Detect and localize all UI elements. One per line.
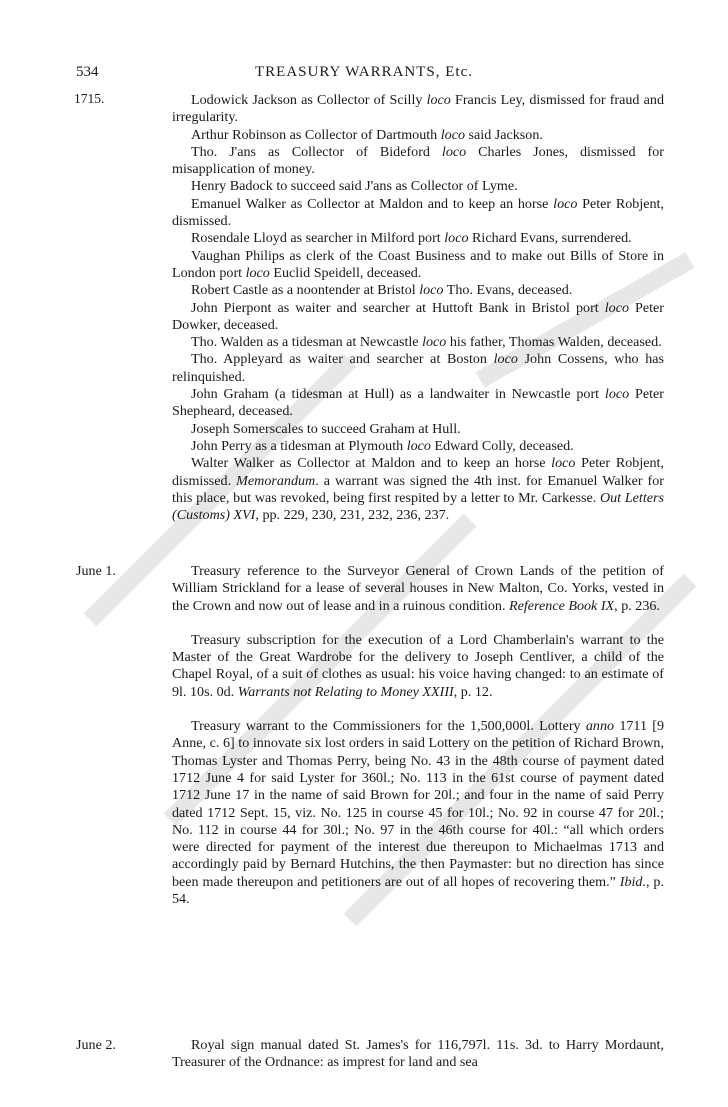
walker-entry: Walter Walker as Collector at Maldon and to keep an horse loco Peter Robjent, dismissed. Memorandum. a warrant was signed the 4th inst. for Emanuel Walker for this place, but was revoked, being first respited by a letter to Mr. Carkesse. Out Letters (Customs) XVI, pp. 229, 230, 231, 232, 236, 237. bbox=[172, 455, 664, 524]
entry: Emanuel Walker as Collector at Maldon and to keep an horse loco Peter Robjent, dismissed. bbox=[172, 195, 664, 230]
entry: Tho. Appleyard as waiter and searcher at Boston loco John Cossens, who has relinquished. bbox=[172, 351, 664, 385]
running-title: TREASURY WARRANTS, Etc. bbox=[254, 64, 473, 80]
entry: Vaughan Philips as clerk of the Coast Business and to make out Bills of Store in London port loco Euclid Speidell, deceased. bbox=[172, 247, 664, 281]
lottery-paragraph: Treasury warrant to the Commissioners for the 1,500,000l. Lottery anno 1711 [9 Anne, c. 6] to innovate six lost orders in said Lottery on the petition of Richard Brown, Thomas Lyster and Thomas Perry, being No. 43 in the 48th course of payment dated 1712 June 4 for said Lyster for 360l.; No. 113 in the 61st course of payment dated 1712 June 17 in the name of said Brown for 20l.; and four in the name of said Perry dated 1712 Sept. 15, viz. No. 125 in course 45 for 10l.; No. 92 in course 47 for 20l.; No. 112 in course 44 for 30l.; No. 97 in the 46th course for 40l.: “all which orders were directed for payment of the interest due thereupon to Michaelmas 1713 and accordingly paid by Bernard Hutchins, the then Paymaster: but no direction has since been made thereupon and petitioners are out of all hopes of recovering them.” Ibid., p. 54. bbox=[172, 718, 665, 908]
entry: Tho. J'ans as Collector of Bideford loco Charles Jones, dismissed for misapplication of money. bbox=[172, 143, 664, 178]
centliver-paragraph: Treasury subscription for the execution of a Lord Chamberlain's warrant to the Master of the Great Wardrobe for the delivery to Joseph Centliver, a child of the Chapel Royal, of a suit of clothes as usual: his voice having changed: to an estimate of 9l. 10s. 0d. Warrants not Relating to Money XXIII, p. 12. bbox=[172, 631, 664, 700]
june-2-entry bbox=[172, 1037, 664, 1072]
appointments-list bbox=[172, 92, 664, 524]
entry: Tho. Walden as a tidesman at Newcastle loco his father, Thomas Walden, deceased. bbox=[191, 334, 662, 351]
entry: Robert Castle as a noontender at Bristol loco Tho. Evans, deceased. bbox=[191, 282, 573, 299]
ordnance-paragraph: Royal sign manual dated St. James's for 116,797l. 11s. 3d. to Harry Mordaunt, Treasurer of the Ordnance: as imprest for land and sea bbox=[172, 1037, 664, 1071]
june-1-entries bbox=[172, 563, 664, 908]
entry: Joseph Somerscales to succeed Graham at Hull. bbox=[191, 420, 461, 437]
strickland-paragraph: Treasury reference to the Surveyor General of Crown Lands of the petition of William Strickland for a lease of several houses in New Malton, Co. Yorks, vested in the Crown and now out of lease and in a ruinous condition. Reference Book IX, p. 236. bbox=[172, 563, 664, 614]
page-number: 534 bbox=[76, 64, 99, 80]
entry: Lodowick Jackson as Collector of Scilly loco Francis Ley, dismissed for fraud and irregularity. bbox=[172, 92, 664, 126]
year-marker: 1715. bbox=[74, 91, 105, 106]
entry: Arthur Robinson as Collector of Dartmouth loco said Jackson. bbox=[191, 126, 543, 143]
date-june-1: June 1. bbox=[76, 563, 116, 579]
entry: Henry Badock to succeed said J'ans as Collector of Lyme. bbox=[191, 178, 518, 195]
entry: John Perry as a tidesman at Plymouth loco Edward Colly, deceased. bbox=[191, 437, 574, 454]
entry: Rosendale Lloyd as searcher in Milford port loco Richard Evans, surrendered. bbox=[191, 230, 632, 247]
entry: John Pierpont as waiter and searcher at Huttoft Bank in Bristol port loco Peter Dowker, deceased. bbox=[172, 299, 664, 333]
entry: John Graham (a tidesman at Hull) as a landwaiter in Newcastle port loco Peter Shepheard, deceased. bbox=[172, 386, 665, 420]
date-june-2: June 2. bbox=[76, 1037, 116, 1053]
